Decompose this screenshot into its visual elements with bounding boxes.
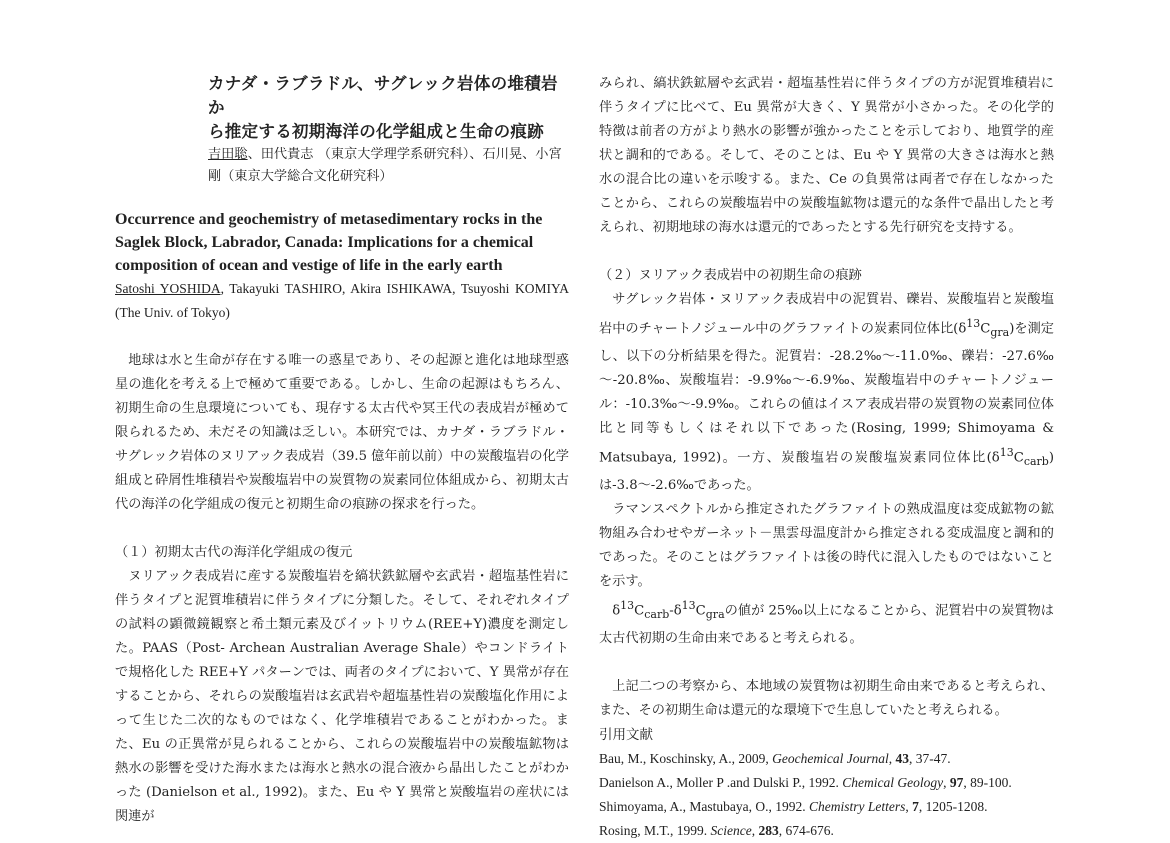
section-2-paragraph-3: $\delta^{13}C_{carb}-\delta^{13}C_{gra}$の値が 25‰以上になることから、泥質岩中の炭質物は太古代初期の生命由来であると考えられる。 [599, 599, 1054, 647]
reference-item: Danielson A., Moller P .and Dulski P., 1992. Chemical Geology, 97, 89-100. [599, 775, 1012, 791]
left-column [115, 72, 569, 829]
english-presenter: Satoshi YOSHIDA [115, 281, 221, 296]
japanese-authors [208, 144, 569, 188]
japanese-title [208, 72, 569, 144]
conclusion-paragraph: 上記二つの考察から、本地域の炭質物は初期生命由来であると考えられ、また、その初期生命は還元的な環境下で生息していたと考えられる。 [599, 679, 1054, 719]
japanese-affiliation: 剛（東京大学総合文化研究科） [208, 169, 393, 184]
intro-paragraph: 地球は水と生命が存在する唯一の惑星であり、その起源と進化は地球型惑星の進化を考える上で極めて重要である。しかし、生命の起源はもちろん、初期生命の生息環境についても、現存する太古代や冥王代の表成岩が極めて限られるため、未だその知識は乏しい。本研究では、カナダ・ラブラドル・サグレック岩体のヌリアック表成岩（39.5 億年前以前）中の炭酸塩岩の化学組成と砕屑性堆積岩や炭酸塩岩中の炭質物の炭素同位体組成から、初期太古代の海洋の化学組成の復元と初期生命の痕跡の探求を行った。 [115, 353, 569, 512]
section-2-paragraph-1: サグレック岩体・ヌリアック表成岩中の泥質岩、礫岩、炭酸塩岩と炭酸塩岩中のチャートノジュール中のグラファイトの炭素同位体比$(\delta^{13}C_{gra})$を測定し、以下の分析結果を得た。泥質岩：-28.2‰～-11.0‰、礫岩：-27.6‰～-20.8‰、炭酸塩岩：-9.9‰～-6.9‰、炭酸塩岩中のチャートノジュール：-10.3‰～-9.9‰。これらの値はイスア表成岩帯の炭質物の炭素同位体比と同等もしくはそれ以下であった(Rosing, 1999; Shimoyama & Matsubaya, 1992)。一方、炭酸塩岩の炭酸塩炭素同位体比$(\delta^{13}C_{carb})$は-3.8～-2.6‰であった。 [599, 292, 1054, 494]
english-title: Occurrence and geochemistry of metasedimentary rocks in the Saglek Block, Labrador, Canada: Implications for a chemical composition of ocean and vestige of life in the early earth [115, 211, 543, 274]
section-2-heading: （２）ヌリアック表成岩中の初期生命の痕跡 [599, 268, 862, 283]
references-heading: 引用文献 [599, 727, 653, 744]
section-1-continuation: みられ、縞状鉄鉱層や玄武岩・超塩基性岩に伴うタイプの方が泥質堆積岩に伴うタイプに比べて、Eu 異常が大きく、Y 異常が小さかった。その化学的特徴は前者の方がより熱水の影響が強かったことを示しており、地質学的産状と調和的である。そして、そのことは、Eu や Y 異常の大きさは海水と熱水の混合比の違いを示唆する。また、Ce の負異常は両者で存在しなかったことから、これらの炭酸塩岩中の炭酸塩鉱物は還元的な条件で晶出したと考えられ、初期地球の海水は還元的であったとする先行研究を支持する。 [599, 76, 1054, 235]
reference-item: Shimoyama, A., Mastubaya, O., 1992. Chemistry Letters, 7, 1205-1208. [599, 799, 988, 815]
english-authors [115, 277, 569, 325]
japanese-coauthors: 、田代貴志 （東京大学理学系研究科）、石川晃、小宮 [247, 147, 562, 162]
japanese-presenter: 吉田聡 [208, 147, 248, 162]
section-1-body: ヌリアック表成岩に産する炭酸塩岩を縞状鉄鉱層や玄武岩・超塩基性岩に伴うタイプと泥質堆積岩に伴うタイプに分類した。そして、それぞれタイプの試料の顕微鏡観察と希土類元素及びイットリウム(REE+Y)濃度を測定した。PAAS（Post- Archean Australian Average Shale）やコンドライトで規格化した REE+Y パターンでは、両者のタイプにおいて、Y 異常が存在することから、それらの炭酸塩岩は玄武岩や超塩基性岩の炭酸塩化作用によって生じた二次的なものではなく、化学堆積岩であることがわかった。また、Eu の正異常が見られることから、これらの炭酸塩岩中の炭酸塩鉱物は熱水の影響を受けた海水または海水と熱水の混合液から晶出したことがわかった (Danielson et al., 1992)。また、Eu や Y 異常と炭酸塩岩の産状には関連が [115, 569, 569, 824]
section-1-heading: （１）初期太古代の海洋化学組成の復元 [115, 545, 353, 560]
references-list [599, 747, 1054, 843]
japanese-title-line-1: カナダ・ラブラドル、サグレック岩体の堆積岩か [208, 74, 558, 117]
section-2-paragraph-2: ラマンスペクトルから推定されたグラファイトの熟成温度は変成鉱物の鉱物組み合わせやガーネット－黒雲母温度計から推定される変成温度と調和的であった。そのことはグラファイトは後の時代に混入したものではないことを示す。 [599, 502, 1054, 590]
japanese-title-line-2: ら推定する初期海洋の化学組成と生命の痕跡 [208, 122, 544, 141]
english-coauthors: , Takayuki TASHIRO, Akira ISHIKAWA, Tsuyoshi KOMIYA (The Univ. of Tokyo) [115, 281, 569, 320]
right-column [599, 72, 1054, 843]
reference-item: Bau, M., Koschinsky, A., 2009, Geochemical Journal, 43, 37-47. [599, 751, 951, 767]
reference-item: Rosing, M.T., 1999. Science, 283, 674-676. [599, 823, 834, 839]
